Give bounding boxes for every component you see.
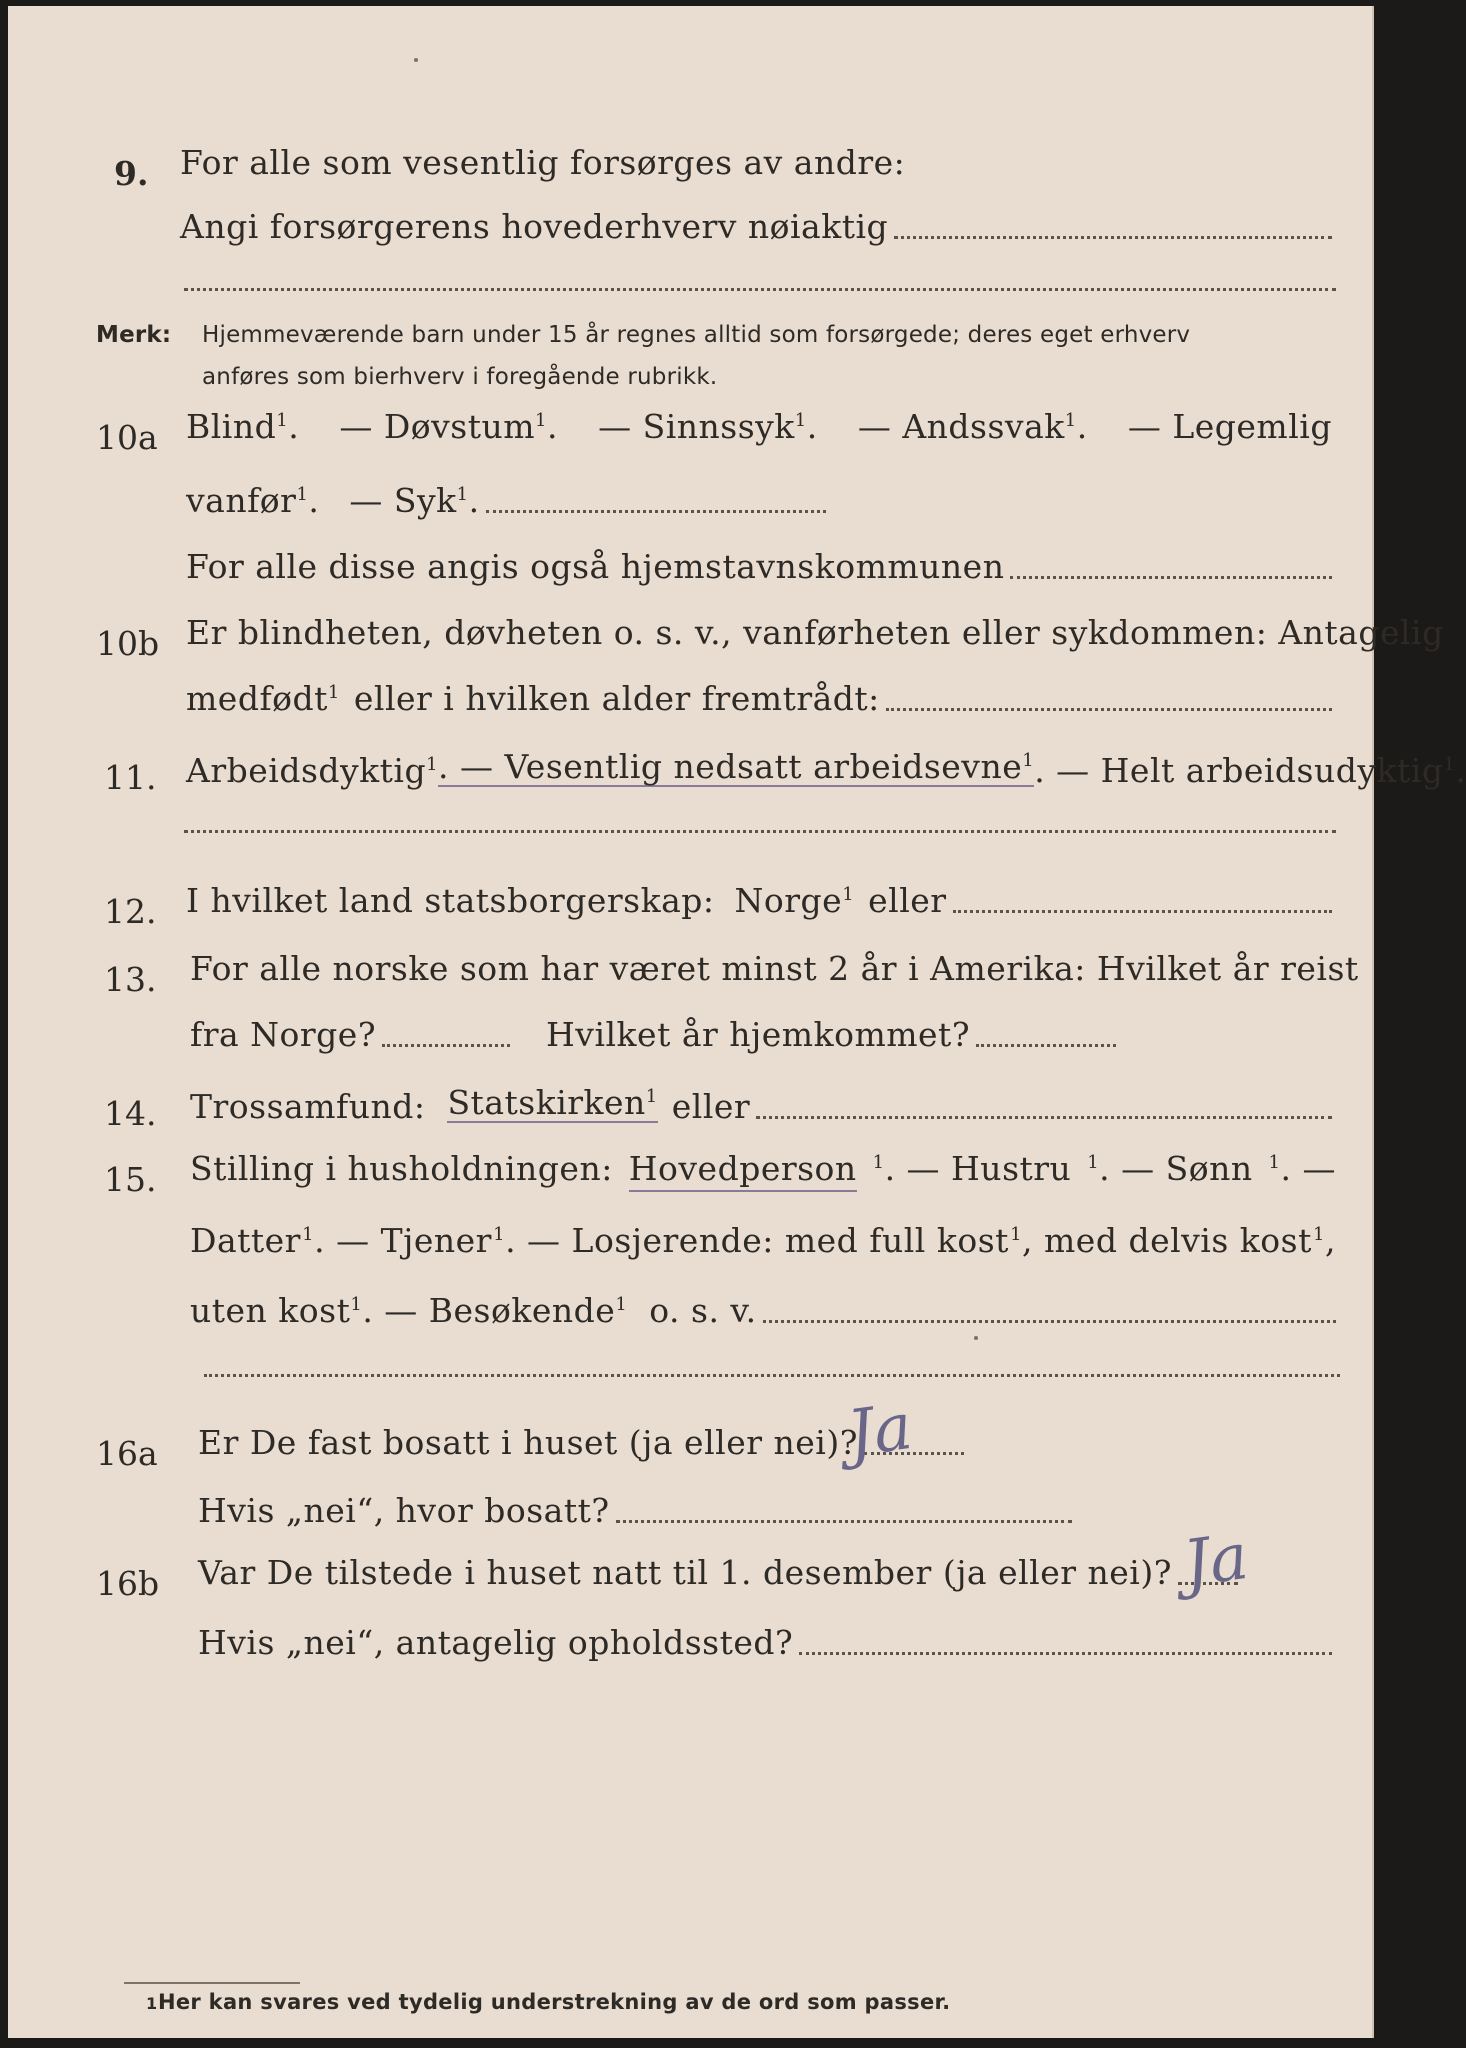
question-14-line1 <box>190 1083 1332 1126</box>
footnote-marker: 1 <box>146 1994 158 2013</box>
question-10b-answer-field[interactable] <box>886 706 1332 711</box>
question-14-tail: eller <box>671 1087 751 1126</box>
question-11-line1 <box>186 747 1466 790</box>
question-15-prompt: Stilling i husholdningen: <box>190 1149 613 1188</box>
question-16b-opholdssted-prompt: Hvis „nei“, antagelig opholdssted? <box>198 1623 794 1662</box>
question-9-line1 <box>180 143 1372 182</box>
question-10a-line2 <box>186 481 1372 520</box>
question-10b-prompt: eller i hvilken alder fremtrådt: <box>353 679 880 718</box>
question-15-answer-field[interactable] <box>763 1318 1336 1323</box>
question-15-line1 <box>190 1149 1336 1188</box>
hjemstavn-prompt: For alle disse angis også hjemstavnskommunen <box>186 547 1005 586</box>
note-line2: anføres som bierhverv i foregående rubrikk. <box>202 364 718 390</box>
option-andssvak: — Andssvak$^1$. <box>857 407 1088 446</box>
footnote-rule <box>124 1982 300 1984</box>
question-16a-bosatt-field[interactable] <box>616 1518 1072 1523</box>
question-16b-line2 <box>198 1623 1332 1662</box>
note-label: Merk: <box>96 322 172 348</box>
question-16b-prompt: Var De tilstede i huset natt til 1. desember (ja eller nei)? <box>198 1553 1172 1592</box>
question-13-number: 13. <box>104 960 157 999</box>
footnote <box>146 1990 951 2014</box>
question-16b-number: 16b <box>96 1564 160 1603</box>
option-tjener: $^1$. — Tjener <box>302 1221 492 1260</box>
option-hustru: $^1$. — Hustru <box>872 1149 1072 1188</box>
question-13-line2 <box>190 1015 1372 1054</box>
option-besokende: $^1$. — Besøkende <box>350 1291 616 1330</box>
question-10b-line1: Er blindheten, døvheten o. s. v., vanførheten eller sykdommen: Antagelig <box>186 613 1444 652</box>
question-10a-line1 <box>186 407 1332 446</box>
option-uten-kost: uten kost <box>190 1291 351 1330</box>
question-12-tail: eller <box>868 881 947 920</box>
question-14-answer-field[interactable] <box>756 1114 1332 1119</box>
option-medfodt: medfødt$^1$ <box>186 679 340 718</box>
question-16a-bosatt-prompt: Hvis „nei“, hvor bosatt? <box>198 1491 610 1530</box>
question-13-reist-prompt: fra Norge? <box>190 1015 377 1054</box>
option-hovedperson: Hovedperson <box>629 1152 857 1185</box>
question-16a-line1 <box>198 1423 1372 1462</box>
question-9-prompt: Angi forsørgerens hovederhverv nøiaktig <box>180 207 889 246</box>
question-15-line3 <box>190 1291 1336 1330</box>
question-16b-opholdssted-field[interactable] <box>799 1650 1332 1655</box>
option-full-kost: $^1$. — Losjerende: med full kost <box>493 1221 1009 1260</box>
question-10a-line3 <box>186 547 1332 586</box>
question-12-answer-field[interactable] <box>953 908 1332 913</box>
question-10b-line2 <box>186 679 1332 718</box>
question-14-prompt: Trossamfund: <box>190 1087 426 1126</box>
question-11-number: 11. <box>104 758 157 797</box>
footnote-text: Her kan svares ved tydelig understrekning av de ord som passer. <box>158 1990 951 2014</box>
paper-speck <box>974 1336 978 1340</box>
option-legemlig: — Legemlig <box>1127 407 1332 446</box>
question-13-hjemkommet-field[interactable] <box>976 1042 1116 1047</box>
option-sonn: $^1$. — Sønn <box>1087 1149 1253 1188</box>
option-syk: — Syk$^1$. <box>349 481 480 520</box>
note-block <box>96 314 1190 398</box>
question-15-line2-end: $^1$, <box>1313 1221 1336 1260</box>
option-norge: Norge$^1$ <box>734 881 855 920</box>
option-delvis-kost: $^1$, med delvis kost <box>1010 1221 1312 1260</box>
question-10a-number: 10a <box>96 418 158 457</box>
question-9-text: For alle som vesentlig forsørges av andre: <box>180 143 906 182</box>
question-12-line1 <box>186 881 1332 920</box>
question-16a-line2 <box>198 1491 1372 1530</box>
question-11-answer-field[interactable] <box>184 828 1336 833</box>
question-9-answer-field[interactable] <box>894 234 1332 239</box>
paper-speck <box>414 58 418 62</box>
question-9-answer-field-2[interactable] <box>184 286 1336 291</box>
question-15-line1-end: $^1$. — <box>1268 1149 1336 1188</box>
question-16a-prompt: Er De fast bosatt i huset (ja eller nei)? <box>198 1423 858 1462</box>
question-15-number: 15. <box>104 1160 157 1199</box>
note-line1: Hjemmeværende barn under 15 år regnes alltid som forsørgede; deres eget erhverv <box>202 322 1191 348</box>
question-9-line2 <box>180 207 1332 246</box>
option-dovstum: — Døvstum$^1$. <box>339 407 558 446</box>
question-10a-answer-field[interactable] <box>486 508 826 513</box>
question-15-osv: $^1$ o. s. v. <box>615 1291 757 1330</box>
option-datter: Datter <box>190 1221 301 1260</box>
hjemstavn-answer-field[interactable] <box>1010 574 1332 579</box>
question-13-line1: For alle norske som har været minst 2 år i Amerika: Hvilket år reist <box>190 949 1359 988</box>
question-10b-number: 10b <box>96 624 160 663</box>
question-13-reist-field[interactable] <box>382 1042 510 1047</box>
question-14-number: 14. <box>104 1094 157 1133</box>
question-15-answer-field-2[interactable] <box>204 1372 1340 1377</box>
question-12-prompt: I hvilket land statsborgerskap: <box>186 881 715 920</box>
option-sinnssyk: — Sinnssyk$^1$. <box>598 407 818 446</box>
option-nedsatt-arbeidsevne: . — Vesentlig nedsatt arbeidsevne$^1$ <box>438 747 1035 786</box>
census-form-page <box>8 6 1466 2038</box>
question-9-number: 9. <box>114 154 149 193</box>
option-arbeidsudyktig: . — Helt arbeidsudyktig$^1$. <box>1034 751 1466 790</box>
option-arbeidsdyktig: Arbeidsdyktig$^1$ <box>186 751 439 790</box>
option-statskirken: Statskirken$^1$ <box>447 1083 658 1122</box>
option-vanfor: vanfør$^1$. <box>186 481 320 520</box>
question-16b-handwritten-answer: Ja <box>1179 1519 1253 1603</box>
question-15-line2 <box>190 1221 1336 1260</box>
question-13-hjemkommet-prompt: Hvilket år hjemkommet? <box>546 1015 971 1054</box>
question-16a-handwritten-answer: Ja <box>843 1389 917 1473</box>
question-12-number: 12. <box>104 892 157 931</box>
option-blind: Blind$^1$. <box>186 407 300 446</box>
question-16a-number: 16a <box>96 1434 158 1473</box>
